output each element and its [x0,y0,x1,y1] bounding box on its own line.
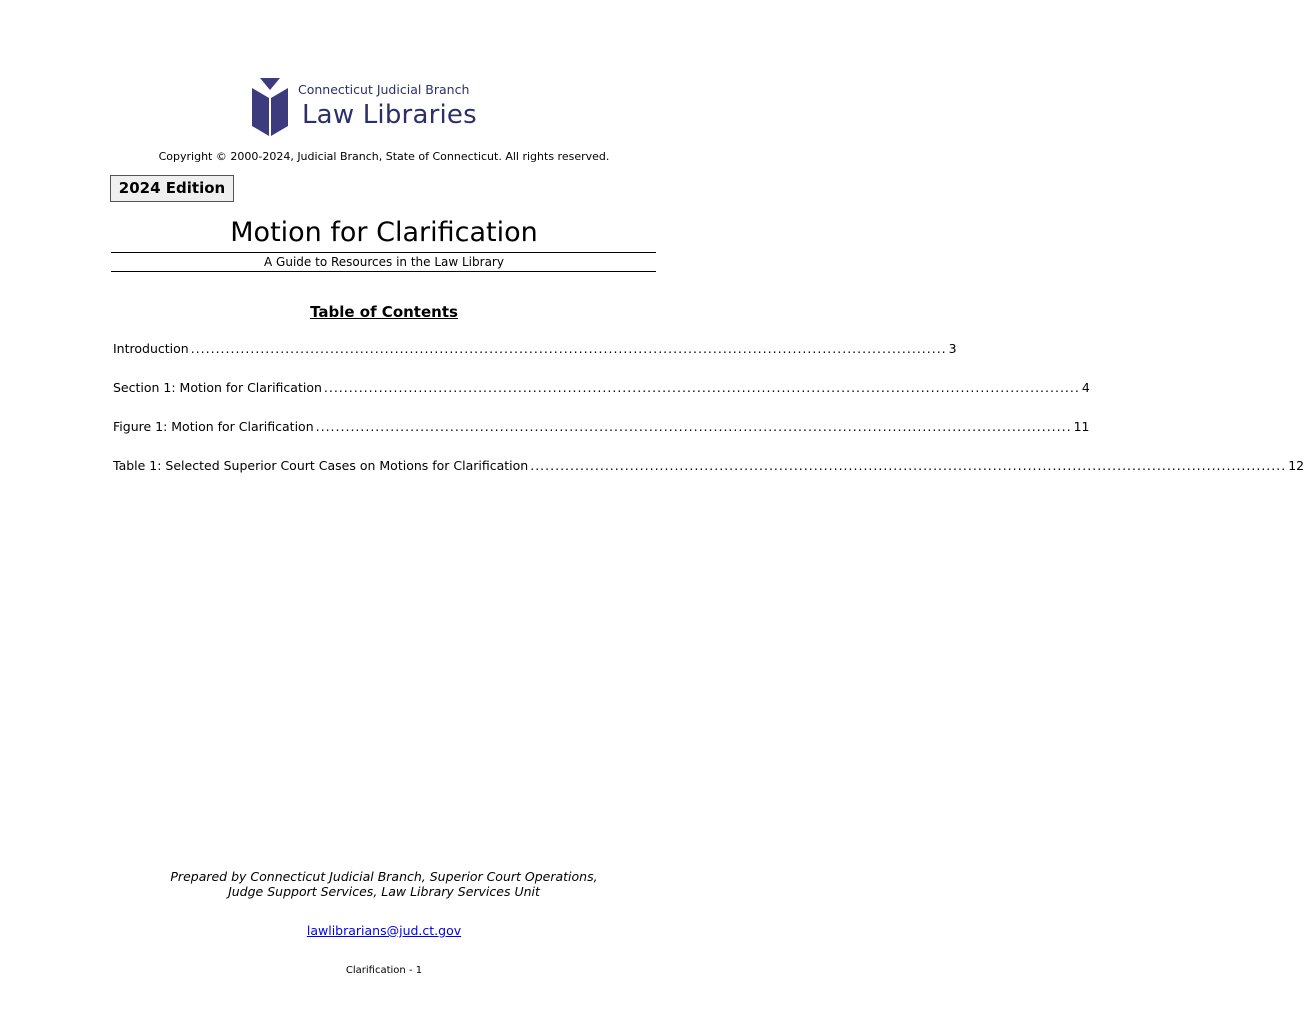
law-libraries-logo [250,78,490,140]
toc-entry-label: Figure 1: Motion for Clarification [113,419,314,434]
toc-leader-dots: ........................................................................................................................................................ [530,458,1287,473]
page-title: Motion for Clarification [230,217,538,248]
toc-leader-dots: ........................................................................................................................................................ [190,341,947,356]
toc-entry-table-1[interactable] [113,458,1304,497]
toc-entry-label: Section 1: Motion for Clarification [113,380,322,395]
toc-entry-page: 11 [1073,419,1090,434]
toc-leader-dots: ........................................................................................................................................................ [315,419,1072,434]
toc-entry-figure-1[interactable] [113,419,1090,458]
title-divider-bottom [111,271,656,272]
toc-leader-dots: ........................................................................................................................................................ [323,380,1080,395]
title-divider-top [111,252,656,253]
contact-email [0,923,768,938]
toc-entry-label: Table 1: Selected Superior Court Cases on Motions for Clarification [113,458,529,473]
logo-org-name: Connecticut Judicial Branch [298,82,470,97]
page-subtitle: A Guide to Resources in the Law Library [264,255,504,269]
copyright-notice: Copyright © 2000-2024, Judicial Branch, State of Connecticut. All rights reserved. [158,150,610,163]
prepared-by [0,869,768,899]
toc-entry-page: 3 [948,341,957,356]
toc-entry-page: 12 [1288,458,1304,473]
toc-entry-label: Introduction [113,341,189,356]
toc-entry-page: 4 [1081,380,1090,395]
logo-title: Law Libraries [302,100,477,130]
prepared-by-line-2: Judge Support Services, Law Library Services Unit [228,884,540,899]
edition-badge: 2024 Edition [110,175,234,202]
toc-entry-introduction[interactable] [113,341,957,380]
page-footer: Clarification - 1 [345,965,423,976]
toc-heading: Table of Contents [310,303,458,321]
book-icon [250,78,290,138]
email-link[interactable]: lawlibrarians@jud.ct.gov [306,923,462,938]
table-of-contents [113,341,1304,497]
prepared-by-line-1: Prepared by Connecticut Judicial Branch, Superior Court Operations, [170,869,598,884]
toc-entry-section-1[interactable] [113,380,1090,419]
